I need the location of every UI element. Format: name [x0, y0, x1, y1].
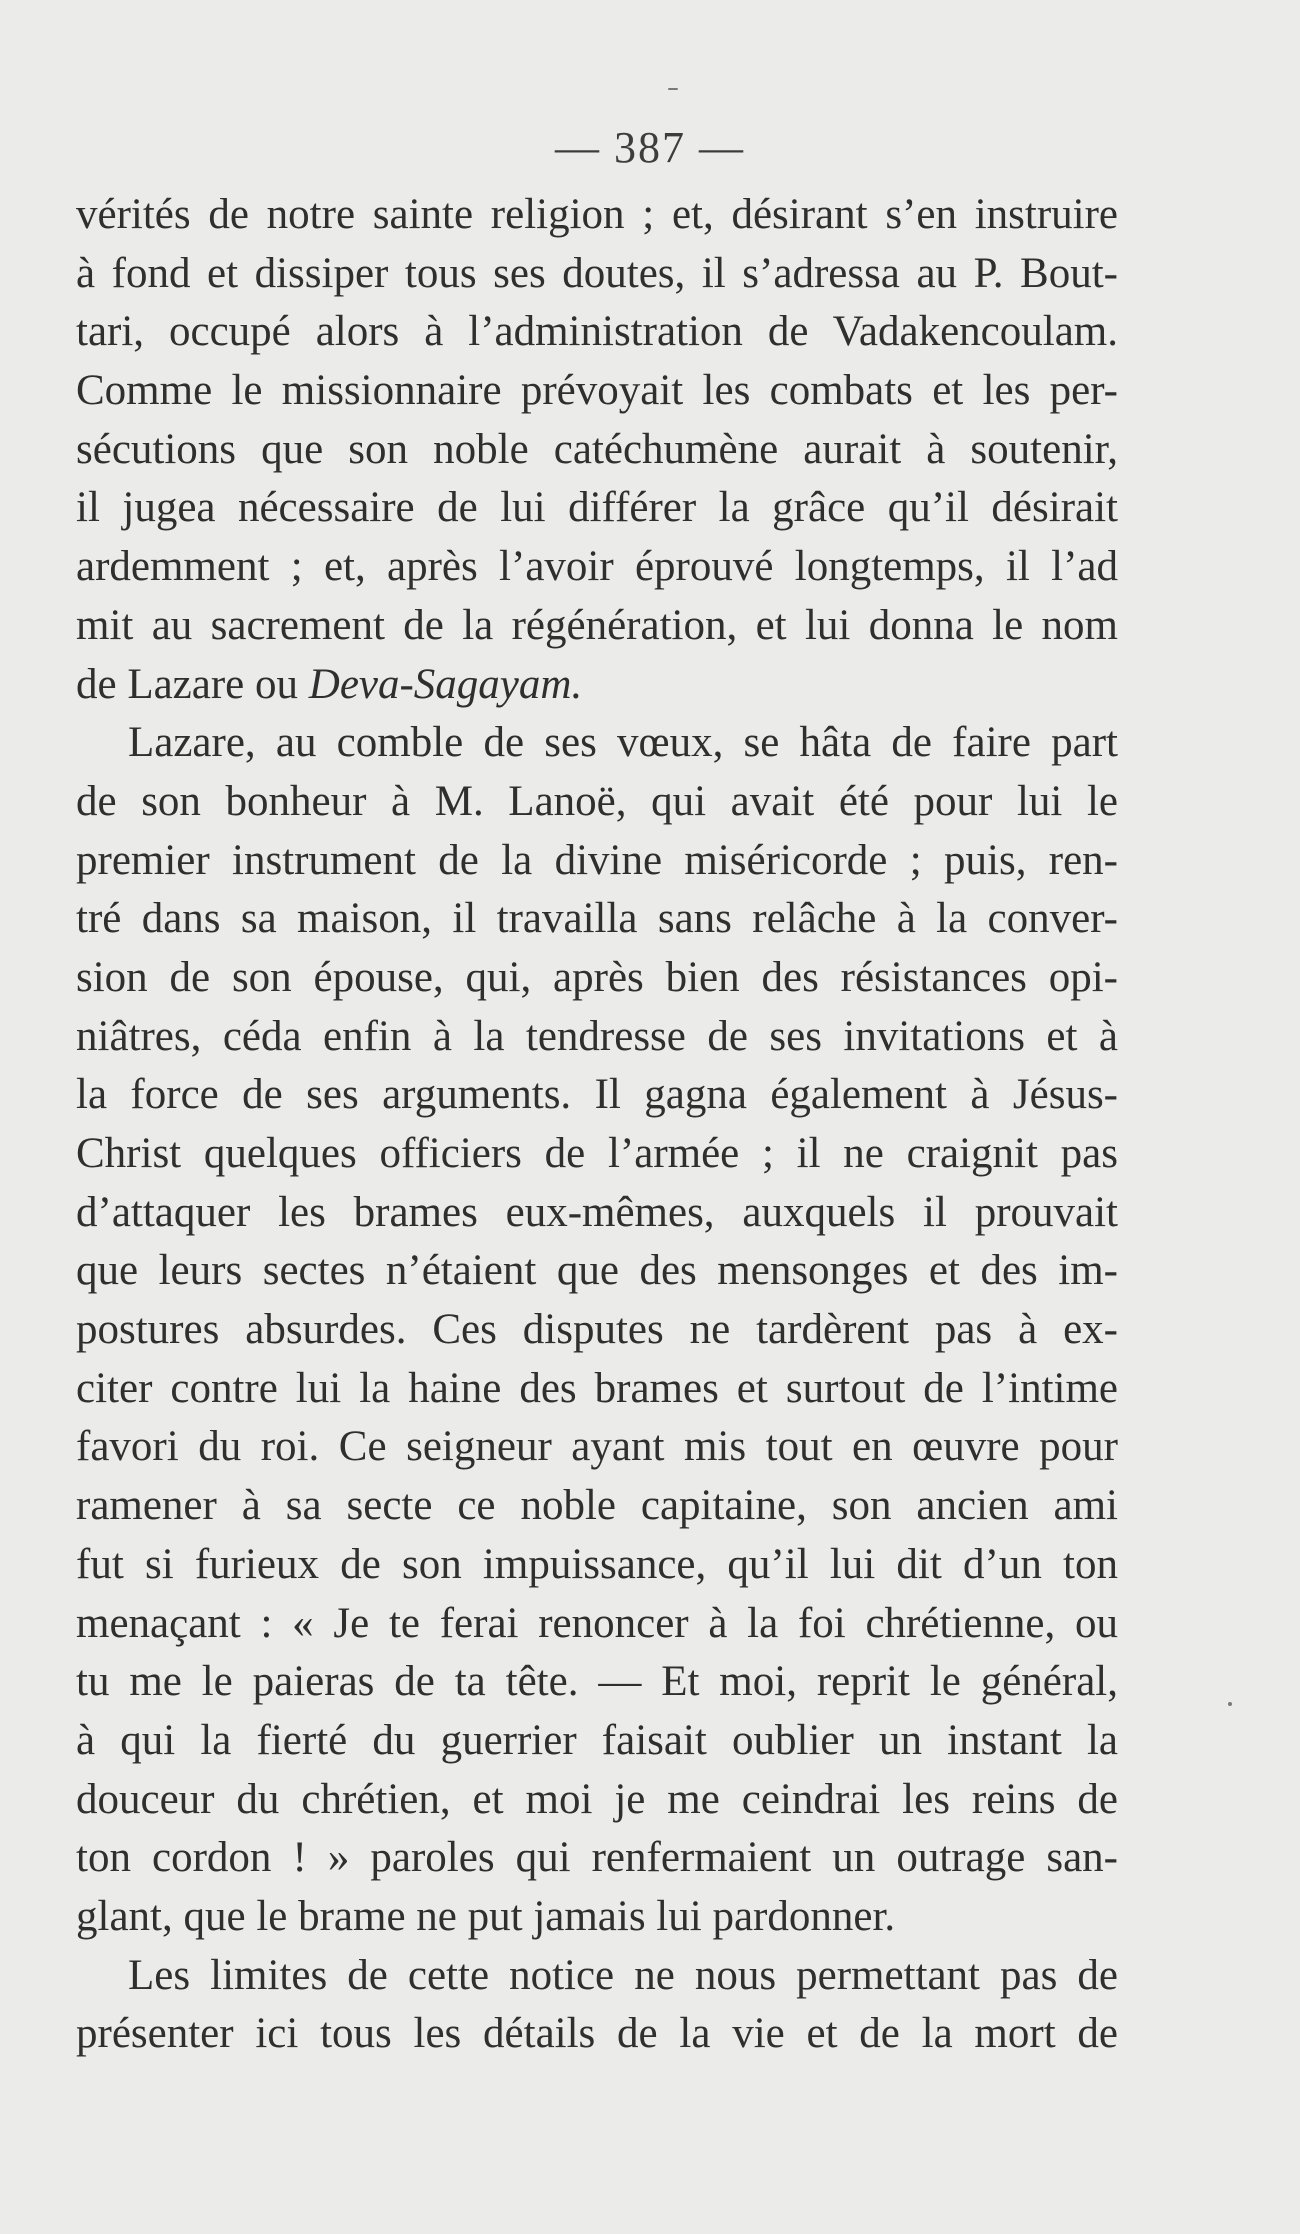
italic-name: Deva-Sagayam.: [308, 660, 583, 708]
text-line: sécutions que son noble catéchumène aurait à soutenir,: [76, 425, 1118, 473]
text-line: Comme le missionnaire prévoyait les combats et les per-: [76, 367, 1118, 415]
text-line: à fond et dissiper tous ses doutes, il s’adressa au P. Bout-: [76, 249, 1118, 297]
text-line: ton cordon ! » paroles qui renfermaient un outrage san-: [76, 1834, 1118, 1882]
text-line: sion de son épouse, qui, après bien des résistances opi-: [76, 953, 1118, 1001]
text-line: tré dans sa maison, il travailla sans relâche à la conver-: [76, 895, 1118, 943]
text-line: tu me le paieras de ta tête. — Et moi, reprit le général,: [76, 1658, 1118, 1706]
text-line: ramener à sa secte ce noble capitaine, son ancien ami: [76, 1482, 1118, 1530]
paper-mark: [668, 88, 678, 90]
text-line: d’attaquer les brames eux-mêmes, auxquels il prouvait: [76, 1188, 1118, 1236]
text-line: Lazare, au comble de ses vœux, se hâta de faire part: [128, 719, 1118, 767]
text-line: favori du roi. Ce seigneur ayant mis tout en œuvre pour: [76, 1423, 1118, 1471]
text-line: menaçant : « Je te ferai renoncer à la foi chrétienne, ou: [76, 1599, 1118, 1647]
text-line: citer contre lui la haine des brames et surtout de l’intime: [76, 1364, 1118, 1412]
text-line: présenter ici tous les détails de la vie et de la mort de: [76, 2010, 1118, 2058]
body-text: [76, 186, 1118, 2064]
text-fragment: de Lazare ou: [76, 660, 309, 708]
text-line: à qui la fierté du guerrier faisait oublier un instant la: [76, 1716, 1118, 1764]
text-line: glant, que le brame ne put jamais lui pardonner.: [76, 1892, 896, 1940]
text-line: il jugea nécessaire de lui différer la grâce qu’il désirait: [76, 484, 1118, 532]
text-line: la force de ses arguments. Il gagna également à Jésus-: [76, 1071, 1118, 1119]
text-line: de son bonheur à M. Lanoë, qui avait été pour lui le: [76, 777, 1118, 825]
text-line: premier instrument de la divine miséricorde ; puis, ren-: [76, 836, 1118, 884]
text-line: postures absurdes. Ces disputes ne tardèrent pas à ex-: [76, 1306, 1118, 1354]
paper-speck: [1228, 1702, 1232, 1706]
text-line: douceur du chrétien, et moi je me ceindrai les reins de: [76, 1775, 1118, 1823]
text-line: Christ quelques officiers de l’armée ; il ne craignit pas: [76, 1130, 1118, 1177]
text-line: [76, 656, 1118, 715]
text-line: mit au sacrement de la régénération, et lui donna le nom: [76, 601, 1118, 649]
text-line: vérités de notre sainte religion ; et, désirant s’en instruire: [76, 191, 1118, 238]
text-line: tari, occupé alors à l’administration de Vadakencoulam.: [76, 308, 1118, 356]
text-line: niâtres, céda enfin à la tendresse de ses invitations et à: [76, 1012, 1118, 1060]
text-line: que leurs sectes n’étaient que des mensonges et des im-: [76, 1247, 1118, 1295]
text-line: ardemment ; et, après l’avoir éprouvé longtemps, il l’ad: [76, 543, 1118, 591]
text-line: Les limites de cette notice ne nous permettant pas de: [128, 1951, 1118, 1999]
text-line: fut si furieux de son impuissance, qu’il lui dit d’un ton: [76, 1540, 1118, 1588]
page-number: — 387 —: [555, 123, 745, 172]
